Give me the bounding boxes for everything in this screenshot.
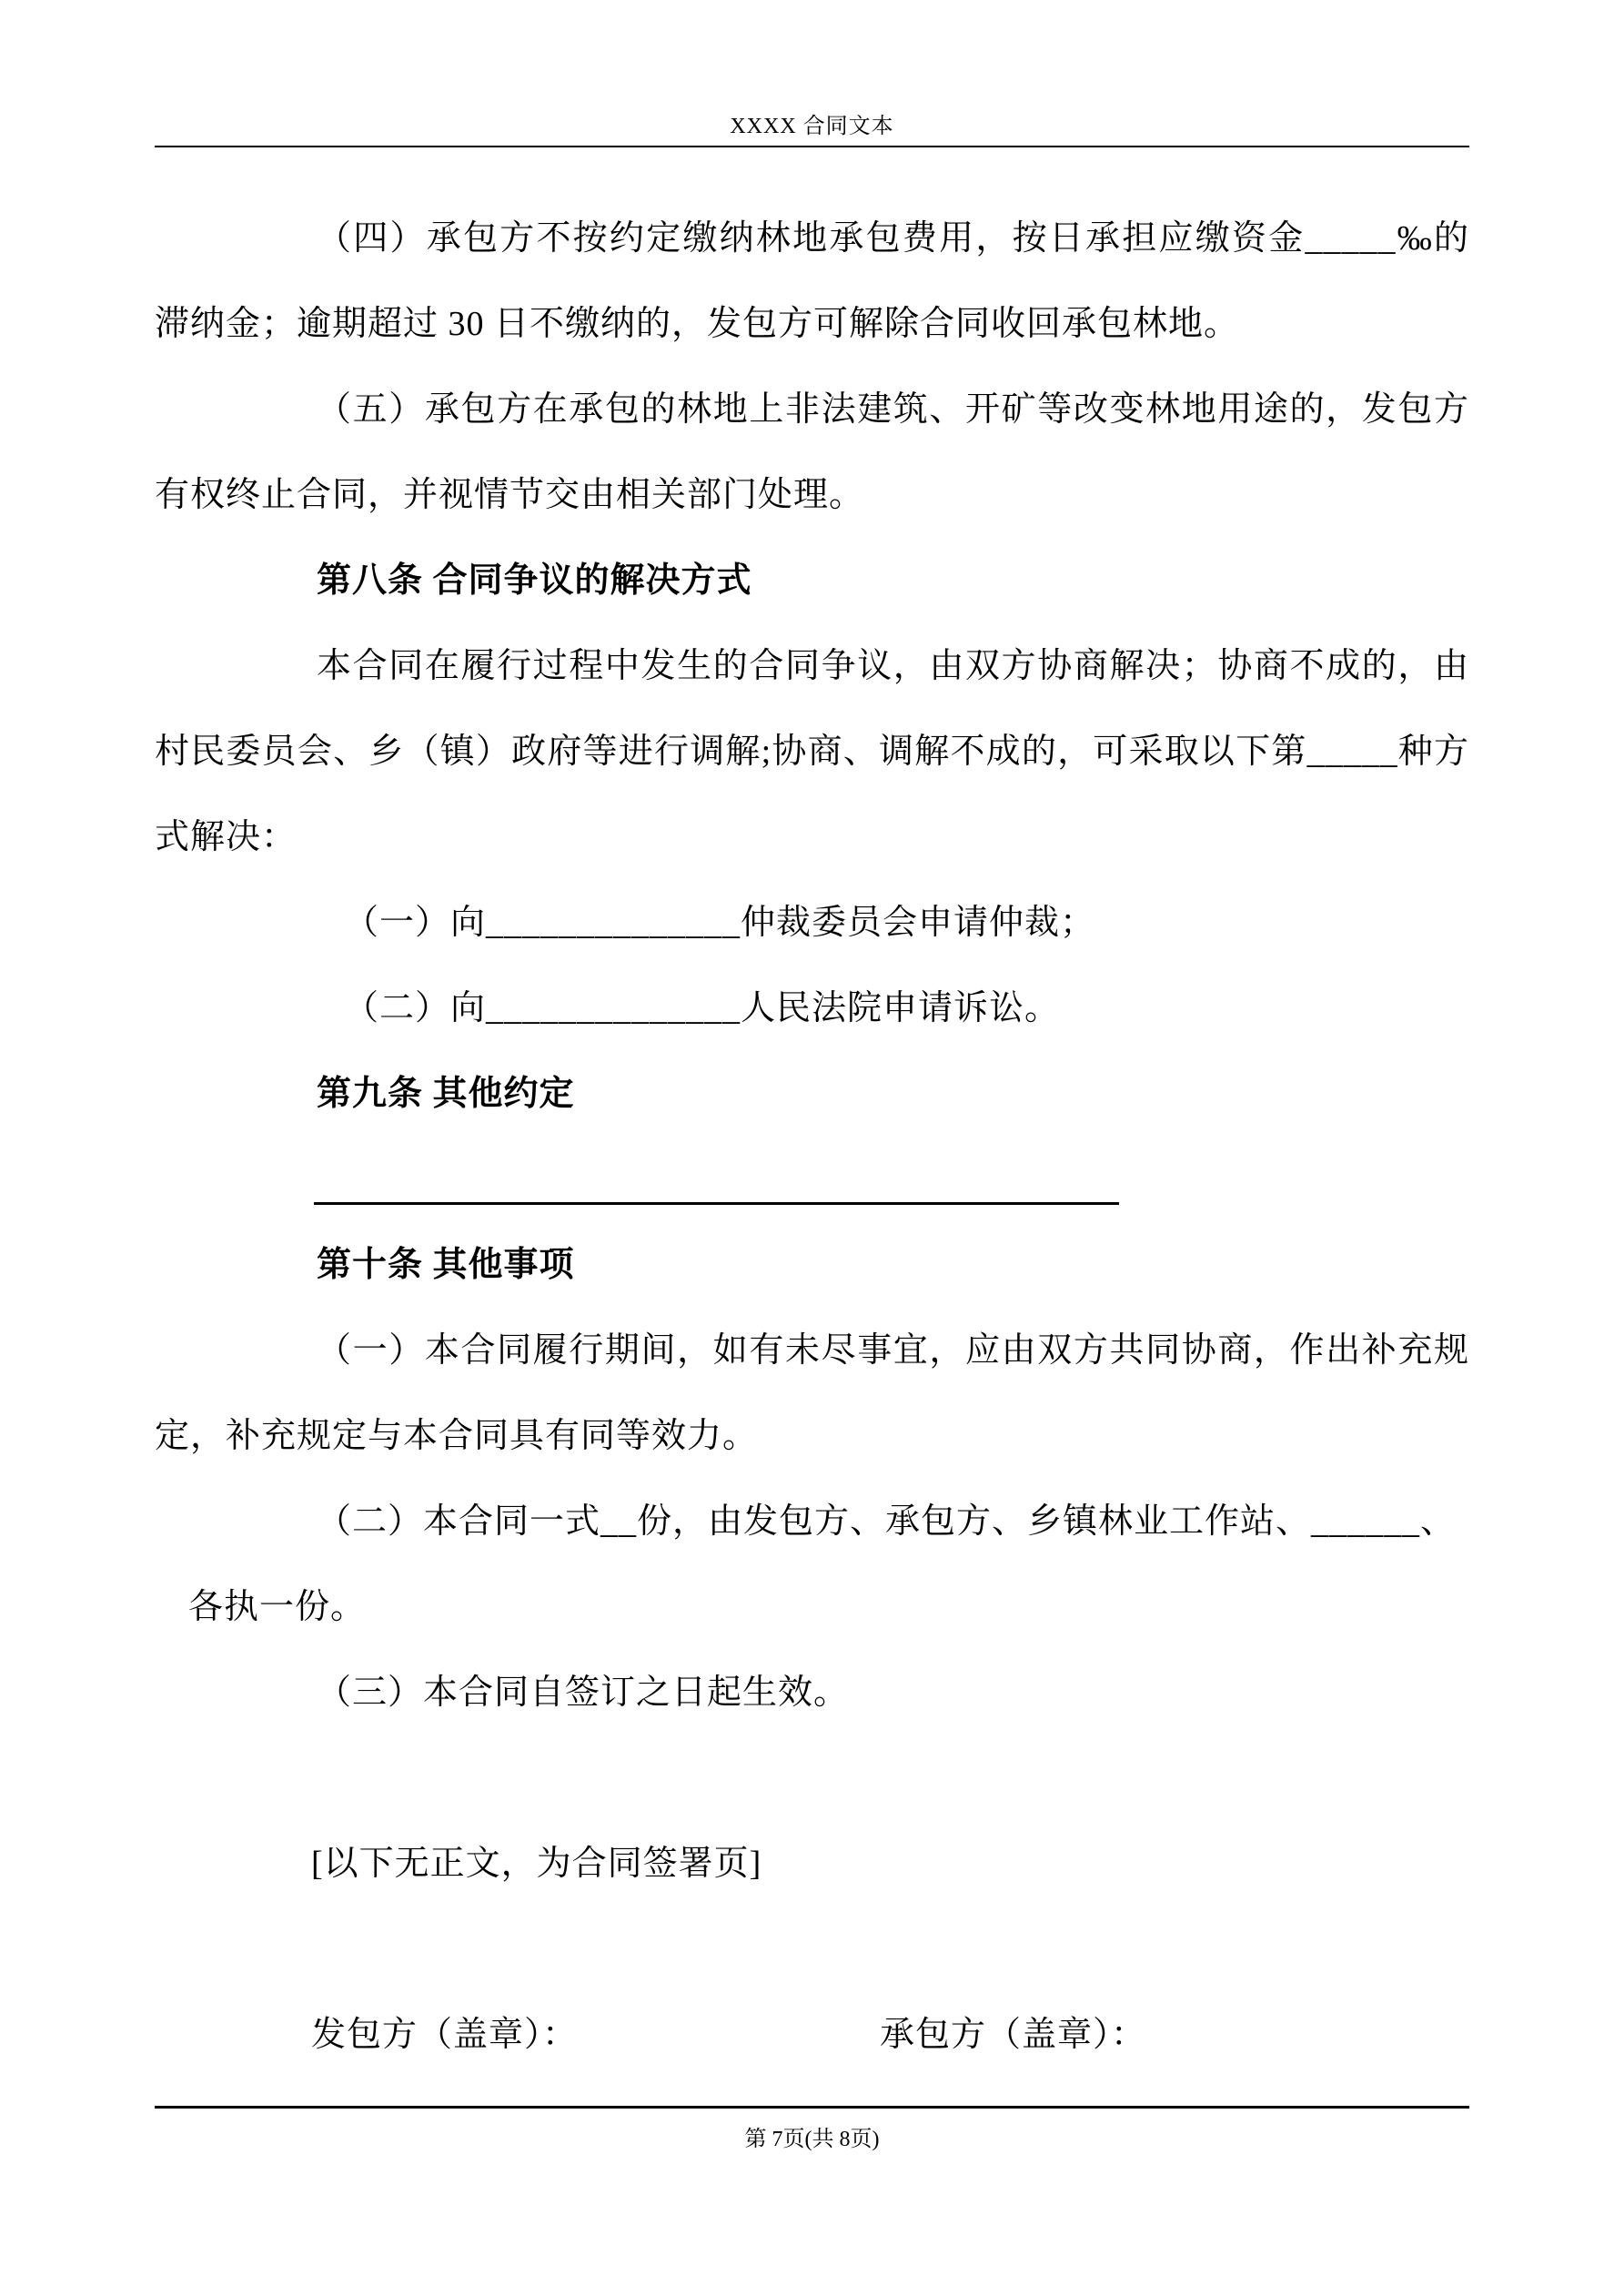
signature-row — [155, 1992, 1469, 2078]
page-number: 第 7页(共 8页) — [744, 2128, 880, 2151]
contract-body — [155, 196, 1469, 2078]
article-8-item-1: （一）向______________仲裁委员会申请仲裁； — [344, 904, 1096, 942]
article-10-item-1: （一）本合同履行期间，如有未尽事宜，应由双方共同协商，作出补充规定，补充规定与本合同具有同等效力。 — [155, 1331, 1469, 1455]
article-8-item-2: （二）向______________人民法院申请诉讼。 — [344, 989, 1061, 1027]
header-divider-line — [155, 146, 1469, 147]
article-10-item-2-line-2: 各执一份。 — [188, 1588, 367, 1626]
blank-fill-line — [314, 1202, 1119, 1205]
clause-4-paragraph: （四）承包方不按约定缴纳林地承包费用，按日承担应缴资金_____‰的滞纳金；逾期超过 30 日不缴纳的，发包方可解除合同收回承包林地。 — [155, 219, 1469, 343]
article-9-heading: 第九条 其他约定 — [317, 1075, 575, 1113]
party-b-signature-label: 承包方（盖章）： — [880, 2016, 1147, 2054]
article-10-heading: 第十条 其他事项 — [317, 1246, 575, 1284]
article-8-heading: 第八条 合同争议的解决方式 — [317, 561, 752, 600]
page-header-title: XXXX 合同文本 — [730, 115, 894, 138]
clause-5-paragraph: （五）承包方在承包的林地上非法建筑、开矿等改变林地用途的，发包方有权终止合同，并视情节交由相关部门处理。 — [155, 390, 1469, 514]
party-a-signature-label: 发包方（盖章）： — [311, 2016, 579, 2054]
article-10-item-2-line-1: （二）本合同一式__份，由发包方、承包方、乡镇林业工作站、______、 — [317, 1502, 1457, 1541]
signature-page-note: [以下无正文，为合同签署页] — [311, 1845, 762, 1883]
article-8-body-paragraph: 本合同在履行过程中发生的合同争议，由双方协商解决；协商不成的，由村民委员会、乡（镇）政府等进行调解;协商、调解不成的，可采取以下第_____种方式解决： — [155, 647, 1469, 856]
blank-line-spacer — [155, 1907, 1469, 1992]
blank-line-spacer — [155, 1735, 1469, 1821]
footer-divider-line — [155, 2106, 1469, 2109]
article-9-blank-fill-row — [155, 1137, 1469, 1222]
article-10-item-3: （三）本合同自签订之日起生效。 — [317, 1674, 850, 1712]
